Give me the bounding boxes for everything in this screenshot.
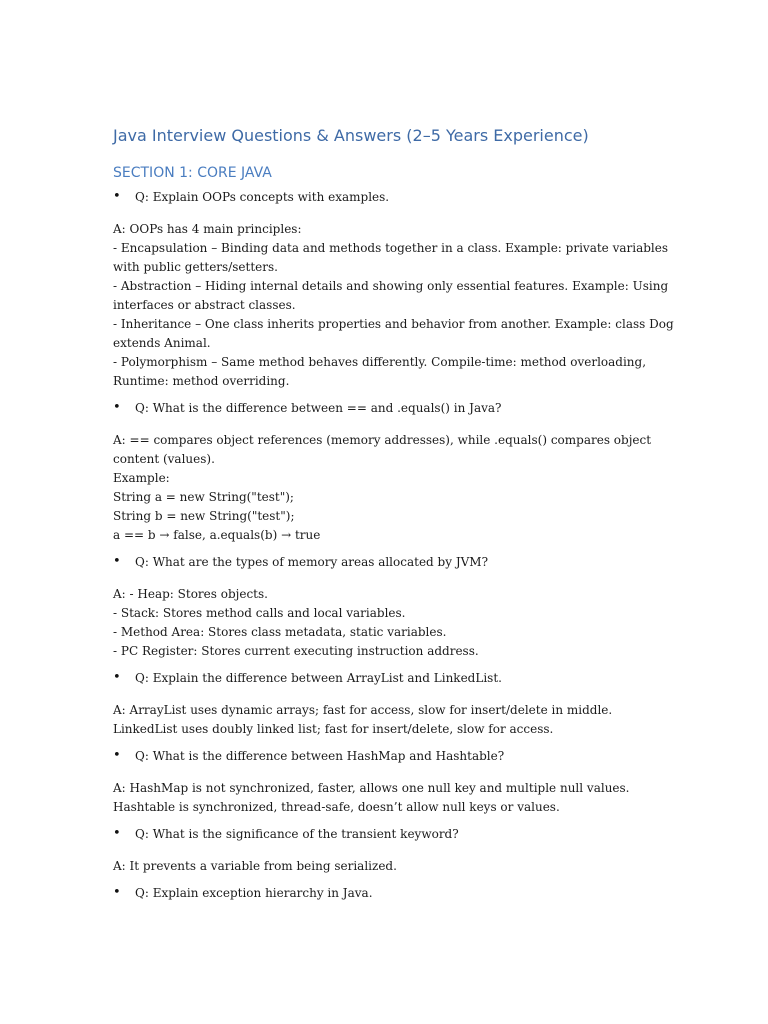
document-page	[113, 126, 673, 916]
answer-line: content (values).	[113, 452, 215, 466]
answer-block	[113, 585, 673, 661]
question-item	[113, 399, 673, 418]
answer-line: A: OOPs has 4 main principles:	[113, 222, 302, 236]
bullet-icon: •	[113, 670, 121, 685]
answer-block	[113, 779, 673, 817]
question-item	[113, 747, 673, 766]
answer-line: A: HashMap is not synchronized, faster, allows one null key and multiple null values.	[113, 781, 630, 795]
question-text: Q: What are the types of memory areas allocated by JVM?	[135, 555, 489, 569]
question-item	[113, 553, 673, 572]
answer-line: String b = new String("test");	[113, 509, 295, 523]
bullet-icon: •	[113, 554, 121, 569]
answer-block	[113, 220, 673, 391]
answer-block	[113, 857, 673, 876]
question-text: Q: What is the significance of the transient keyword?	[135, 827, 459, 841]
answer-line: - Inheritance – One class inherits properties and behavior from another. Example: class Dog	[113, 317, 674, 331]
answer-line: - Stack: Stores method calls and local variables.	[113, 606, 406, 620]
answer-line: - Polymorphism – Same method behaves differently. Compile-time: method overloading,	[113, 355, 647, 369]
section-title-core-java: SECTION 1: CORE JAVA	[113, 165, 272, 181]
question-item	[113, 884, 673, 903]
answer-line: a == b → false, a.equals(b) → true	[113, 528, 321, 542]
answer-line: - Encapsulation – Binding data and methods together in a class. Example: private variables	[113, 241, 669, 255]
answer-line: A: - Heap: Stores objects.	[113, 587, 268, 601]
answer-line: Runtime: method overriding.	[113, 374, 290, 388]
question-item	[113, 669, 673, 688]
answer-block	[113, 701, 673, 739]
document-title: Java Interview Questions & Answers (2–5 Years Experience)	[113, 126, 589, 145]
bullet-icon: •	[113, 400, 121, 415]
answer-line: LinkedList uses doubly linked list; fast for insert/delete, slow for access.	[113, 722, 554, 736]
answer-line: - Abstraction – Hiding internal details and showing only essential features. Example: Using	[113, 279, 669, 293]
qa-list	[113, 188, 673, 903]
answer-line: Hashtable is synchronized, thread-safe, doesn’t allow null keys or values.	[113, 800, 560, 814]
question-text: Q: Explain exception hierarchy in Java.	[135, 886, 373, 900]
answer-line: Example:	[113, 471, 170, 485]
answer-line: A: ArrayList uses dynamic arrays; fast for access, slow for insert/delete in middle.	[113, 703, 613, 717]
bullet-icon: •	[113, 189, 121, 204]
question-text: Q: Explain OOPs concepts with examples.	[135, 190, 390, 204]
question-item	[113, 825, 673, 844]
answer-line: A: == compares object references (memory addresses), while .equals() compares object	[113, 433, 652, 447]
answer-line: extends Animal.	[113, 336, 211, 350]
question-text: Q: What is the difference between HashMap and Hashtable?	[135, 749, 505, 763]
bullet-icon: •	[113, 826, 121, 841]
question-text: Q: What is the difference between == and .equals() in Java?	[135, 401, 502, 415]
question-item	[113, 188, 673, 207]
answer-line: A: It prevents a variable from being serialized.	[113, 859, 397, 873]
answer-line: - PC Register: Stores current executing instruction address.	[113, 644, 479, 658]
question-text: Q: Explain the difference between ArrayList and LinkedList.	[135, 671, 502, 685]
answer-line: - Method Area: Stores class metadata, static variables.	[113, 625, 447, 639]
answer-block	[113, 431, 673, 545]
bullet-icon: •	[113, 748, 121, 763]
answer-line: String a = new String("test");	[113, 490, 294, 504]
answer-line: with public getters/setters.	[113, 260, 278, 274]
answer-line: interfaces or abstract classes.	[113, 298, 296, 312]
bullet-icon: •	[113, 885, 121, 900]
